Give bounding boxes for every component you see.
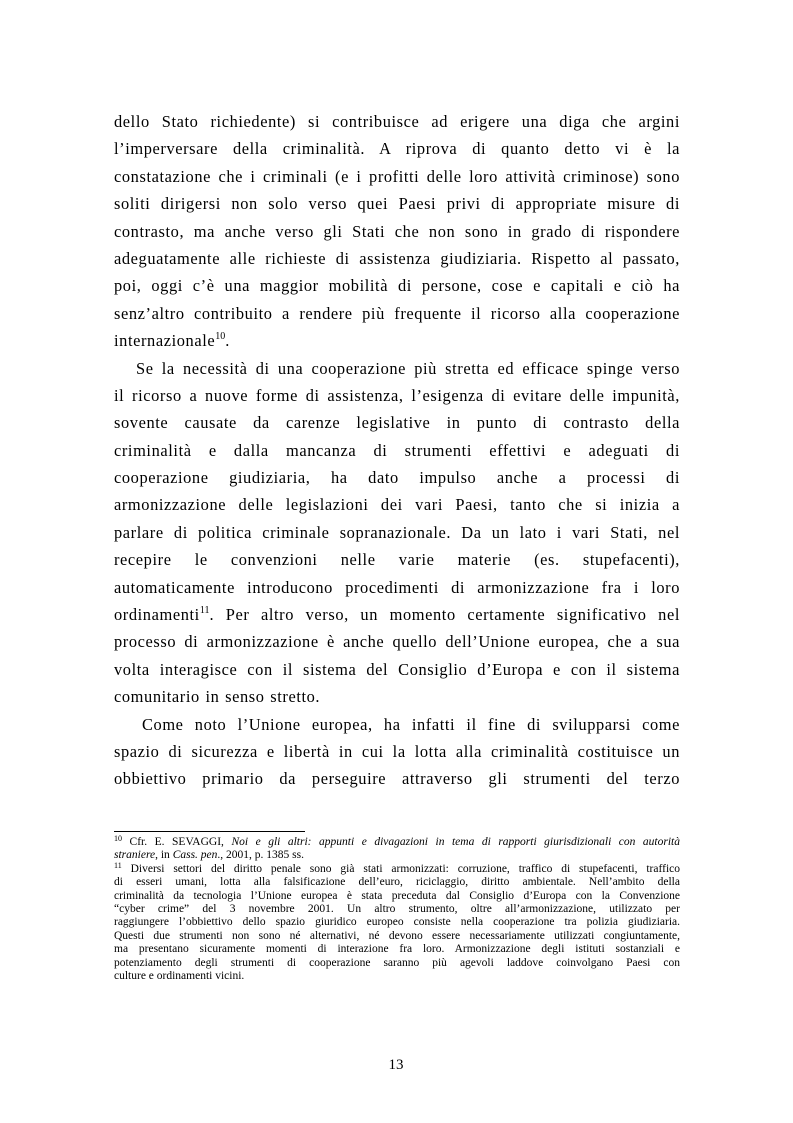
footnote-separator xyxy=(114,831,305,832)
footnote-11-line xyxy=(114,860,680,876)
text-line xyxy=(114,601,680,628)
text-line: poi, oggi c’è una maggior mobilità di persone, cose e capitali e ciò ha xyxy=(114,276,680,296)
text-line: sovente causate da carenze legislative in punto di contrasto della xyxy=(114,413,680,433)
footnotes xyxy=(114,836,680,983)
text-line: senz’altro contribuito a rendere più frequente il ricorso alla cooperazione xyxy=(114,303,680,323)
page-number: 13 xyxy=(388,1057,404,1073)
text-fragment: . Per altro verso, un momento certamente significativo nel xyxy=(209,605,680,625)
footnote-text: Cfr. E. SEVAGGI, xyxy=(122,836,232,848)
footnote-11-line: potenziamento degli strumenti di cooperazione saranno più agevoli laddove coinvolgano Paesi con xyxy=(114,956,680,969)
footnote-11-line: criminalità da tecnologia l’Unione europea è stata preceduta dal Consiglio d’Europa con la Convenzione xyxy=(114,889,680,902)
footnote-text: , in xyxy=(155,849,173,862)
text-line xyxy=(114,327,680,354)
footnote-title: straniere xyxy=(114,849,156,862)
text-line: contrasto, ma anche verso gli Stati che non sono in grado di rispondere xyxy=(114,221,680,241)
footnote-11-line: di esseri umani, lotta alla falsificazione dell’euro, riciclaggio, diritto ambientale. Nell’ambito della xyxy=(114,876,680,889)
text-line: l’imperversare della criminalità. A riprova di quanto detto vi è la xyxy=(114,139,680,159)
text-line: obbiettivo primario da perseguire attraverso gli strumenti del terzo xyxy=(114,769,680,789)
footnote-11-line: “cyber crime” del 3 novembre 2001. Un altro strumento, oltre all’armonizzazione, utilizzato per xyxy=(114,902,680,915)
footnote-11-line: Questi due strumenti non sono né alternativi, né devono essere necessariamente utilizzati congiuntamente, xyxy=(114,929,680,942)
text-line: cooperazione giudiziaria, ha dato impulso anche a processi di xyxy=(114,468,680,488)
text-line: Come noto l’Unione europea, ha infatti il fine di svilupparsi come xyxy=(142,714,680,734)
footnote-journal: Cass. pen xyxy=(172,849,218,862)
text-line: dello Stato richiedente) si contribuisce ad erigere una diga che argini xyxy=(114,112,680,131)
footnote-10-line xyxy=(114,836,680,849)
text-line: Se la necessità di una cooperazione più stretta ed efficace spinge verso xyxy=(136,358,680,378)
footnote-text: Diversi settori del diritto penale sono già stati armonizzati: corruzione, traffico di stupefacenti, traffico xyxy=(121,862,680,875)
text-line: parlare di politica criminale sopranazionale. Da un lato i vari Stati, nel xyxy=(114,522,680,542)
text-line: spazio di sicurezza e libertà in cui la lotta alla criminalità costituisce un xyxy=(114,741,680,761)
text-line: comunitario in senso stretto. xyxy=(114,687,321,707)
footnote-number: 11 xyxy=(114,860,122,870)
footnote-text: ., 2001, p. 1385 ss. xyxy=(217,849,304,862)
text-line: il ricorso a nuove forme di assistenza, l’esigenza di evitare delle impunità, xyxy=(114,385,680,405)
text-line: automaticamente introducono procedimenti di armonizzazione fra i loro xyxy=(114,577,680,597)
footnote-11-line: ma presentano sicuramente momenti di interazione fra loro. Armonizzazione degli istituti sostanziali e xyxy=(114,943,680,956)
footnote-ref-11[interactable]: 11 xyxy=(199,605,210,617)
footnote-10-line xyxy=(114,849,680,862)
footnote-ref-10[interactable]: 10 xyxy=(215,331,226,343)
text-fragment: internazionale xyxy=(114,331,216,351)
text-fragment: ordinamenti xyxy=(114,605,200,625)
text-line: soliti dirigersi non solo verso quei Paesi privi di appropriate misure di xyxy=(114,194,680,214)
footnote-11-line: raggiungere l’obbiettivo dello spazio giuridico europeo consiste nella cooperazione tra polizia giudiziaria. xyxy=(114,916,680,929)
text-fragment: . xyxy=(225,331,230,351)
text-line: volta interagisce con il sistema del Consiglio d’Europa e con il sistema xyxy=(114,659,680,679)
text-line: armonizzazione delle legislazioni dei vari Paesi, tanto che si inizia a xyxy=(114,495,680,515)
text-line: recepire le convenzioni nelle varie materie (es. stupefacenti), xyxy=(114,550,680,570)
text-line: adeguatamente alle richieste di assistenza giudiziaria. Rispetto al passato, xyxy=(114,248,680,268)
body-text xyxy=(114,108,680,793)
text-line: criminalità e dalla mancanza di strumenti effettivi e adeguati di xyxy=(114,440,680,460)
footnote-11-line: culture e ordinamenti vicini. xyxy=(114,969,245,982)
footnote-title: Noi e gli altri: appunti e divagazioni in tema di rapporti giurisdizionali con autorità xyxy=(231,836,680,848)
text-line: constatazione che i criminali (e i profitti delle loro attività criminose) sono xyxy=(114,166,680,186)
footnote-number: 10 xyxy=(114,834,122,843)
text-line: processo di armonizzazione è anche quello dell’Unione europea, che a sua xyxy=(114,632,680,652)
